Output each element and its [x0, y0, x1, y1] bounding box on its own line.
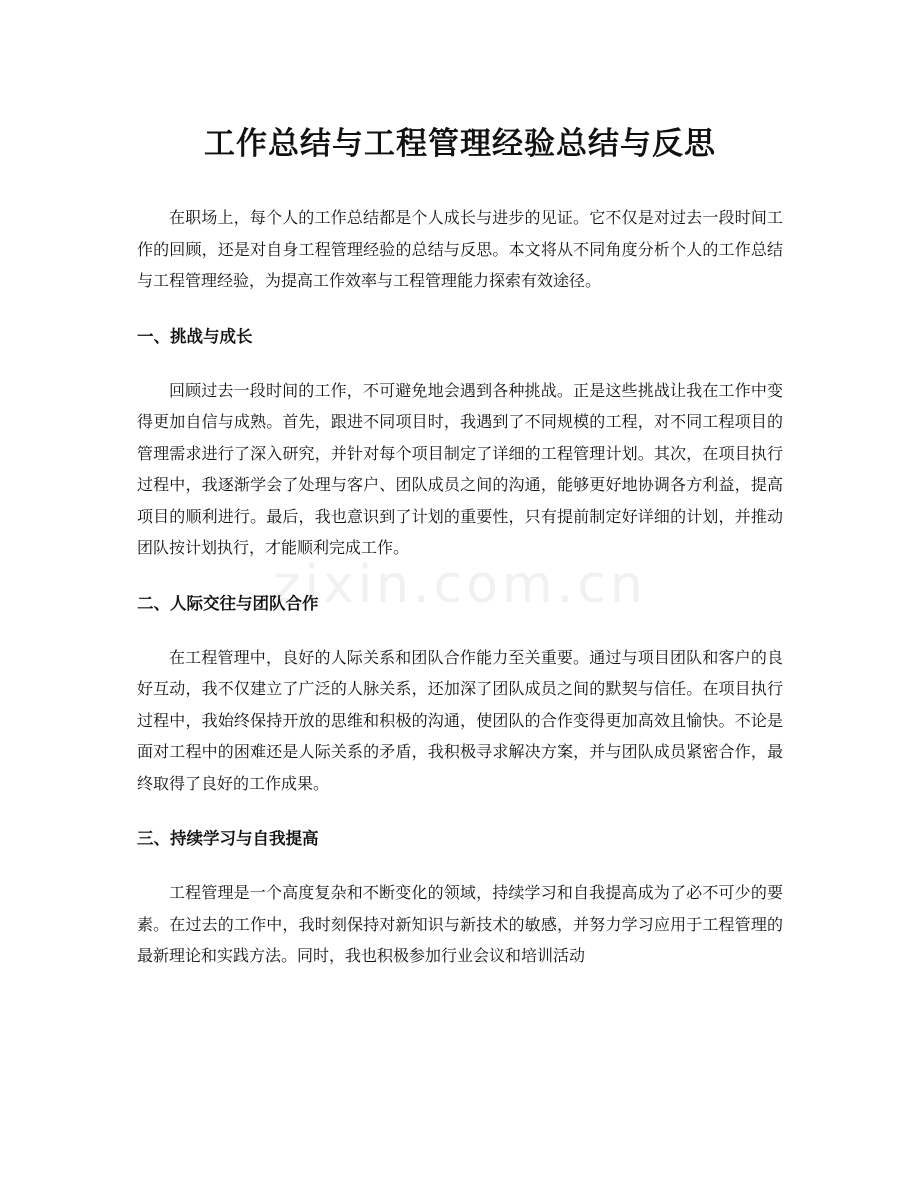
section-heading-learning: 三、持续学习与自我提高 [137, 829, 319, 848]
section-body-challenges: 回顾过去一段时间的工作，不可避免地会遇到各种挑战。正是这些挑战让我在工作中变得更加自信与成熟。首先，跟进不同项目时，我遇到了不同规模的工程，对不同工程项目的管理需求进行了深入研究，并针对每个项目制定了详细的工程管理计划。其次，在项目执行过程中，我逐渐学会了处理与客户、团队成员之间的沟通，能够更好地协调各方利益，提高项目的顺利进行。最后，我也意识到了计划的重要性，只有提前制定好详细的计划，并推动团队按计划执行，才能顺利完成工作。 [137, 380, 783, 557]
watermark-text: zixin.com.cn [273, 555, 647, 615]
section-heading-challenges: 一、挑战与成长 [137, 326, 253, 346]
section-heading-teamwork: 二、人际交往与团队合作 [137, 593, 319, 613]
section-body-teamwork: 在工程管理中，良好的人际关系和团队合作能力至关重要。通过与项目团队和客户的良好互动，我不仅建立了广泛的人脉关系，还加深了团队成员之间的默契与信任。在项目执行过程中，我始终保持开放的思维和积极的沟通，使团队的合作变得更加高效且愉快。不论是面对工程中的困难还是人际关系的矛盾，我积极寻求解决方案，并与团队成员紧密合作，最终取得了良好的工作成果。 [137, 647, 783, 793]
intro-paragraph: 在职场上，每个人的工作总结都是个人成长与进步的见证。它不仅是对过去一段时间工作的回顾，还是对自身工程管理经验的总结与反思。本文将从不同角度分析个人的工作总结与工程管理经验，为提高工作效率与工程管理能力探索有效途径。 [137, 208, 783, 290]
section-body-learning: 工程管理是一个高度复杂和不断变化的领域，持续学习和自我提高成为了必不可少的要素。在过去的工作中，我时刻保持对新知识与新技术的敏感，并努力学习应用于工程管理的最新理论和实践方法。同时，我也积极参加行业会议和培训活动 [137, 883, 783, 965]
document-title: 工作总结与工程管理经验总结与反思 [204, 126, 716, 162]
